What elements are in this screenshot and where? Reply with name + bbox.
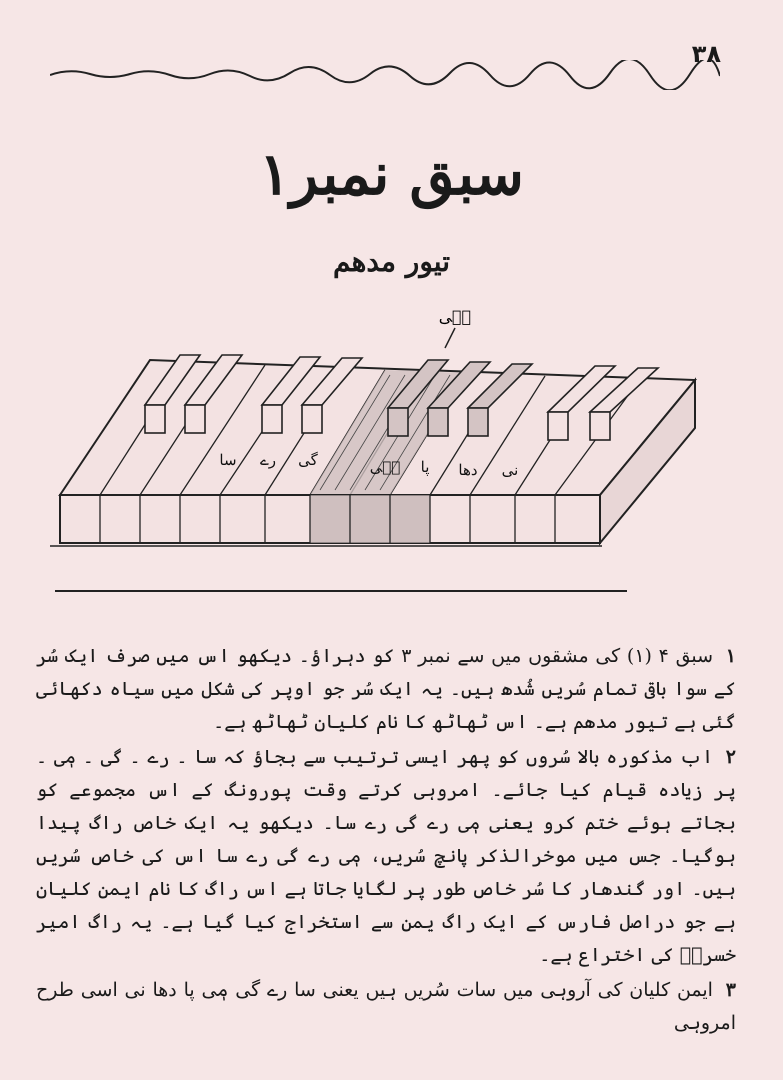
paragraph-2 xyxy=(36,741,736,972)
key-label-ma: مٖی xyxy=(369,458,401,476)
paragraph-text: سبق ۴ (۱) کی مشقوں میں سے نمبر ۳ کو دہراؤ۔ دیکھو اس میں صرف ایک سُر کے سوا باقی تمام سُریں شُدھ ہیں۔ یہ ایک سُر جو اوپر کی شکل میں سیاہ دکھائی گئی ہے تیور مدھم ہے۔ اس ٹھاٹھ کا نام کلیان ٹھاٹھ ہے۔ xyxy=(36,645,736,733)
section-divider xyxy=(55,590,627,592)
paragraph-text: اب مذکورہ بالا سُروں کو پھر ایسی ترتیب سے بجاؤ کہ سا ۔ رے ۔ گی ۔ مٖی ۔ پر زیادہ قیام کیا جائے۔ امروہی کرتے وقت پورونگ کے اس مجموعے کو بجاتے ہوئے ختم کرو یعنی مٖی رے گی رے سا۔ دیکھو یہ ایک خاص راگ پیدا ہوگیا۔ جس میں موخرالذکر پانچ سُریں، مٖی رے گی رے سا اس کی خاص سُریں ہیں۔ اور گندھار کا سُر خاص طور پر لگایا جاتا ہے اس راگ کا نام ایمن کلیان ہے جو دراصل فارس کے ایک راگ یمن سے استخراج کیا گیا ہے۔ یہ راگ امیر خسروؒ کی اختراع ہے۔ xyxy=(36,746,736,966)
lesson-subtitle: تیور مدھم xyxy=(332,245,451,278)
key-label-pa: پا xyxy=(420,458,430,476)
keyboard-diagram xyxy=(50,300,700,560)
paragraph-3 xyxy=(36,974,736,1040)
paragraph-number: ۲ xyxy=(725,746,736,768)
lesson-body xyxy=(36,640,736,1042)
paragraph-text: ایمن کلیان کی آروہی میں سات سُریں ہیں یعنی سا رے گی مٖی پا دھا نی اسی طرح امروہی xyxy=(36,979,736,1034)
key-label-ni: نی xyxy=(501,461,519,479)
key-label-sa: سا xyxy=(219,451,237,469)
page-number: ۳۸ xyxy=(691,40,721,68)
lesson-title: سبق نمبر۱ xyxy=(259,140,524,208)
key-label-dha: دھا xyxy=(458,461,478,479)
key-label-re: رے xyxy=(259,451,277,469)
paragraph-number: ۳ xyxy=(725,979,736,1001)
header-wavy-rule xyxy=(50,60,720,90)
paragraph-1 xyxy=(36,640,736,739)
keyboard-top-label: مٖی xyxy=(438,307,472,326)
paragraph-number: ۱ xyxy=(725,645,736,667)
key-label-ga: گی xyxy=(298,451,318,469)
